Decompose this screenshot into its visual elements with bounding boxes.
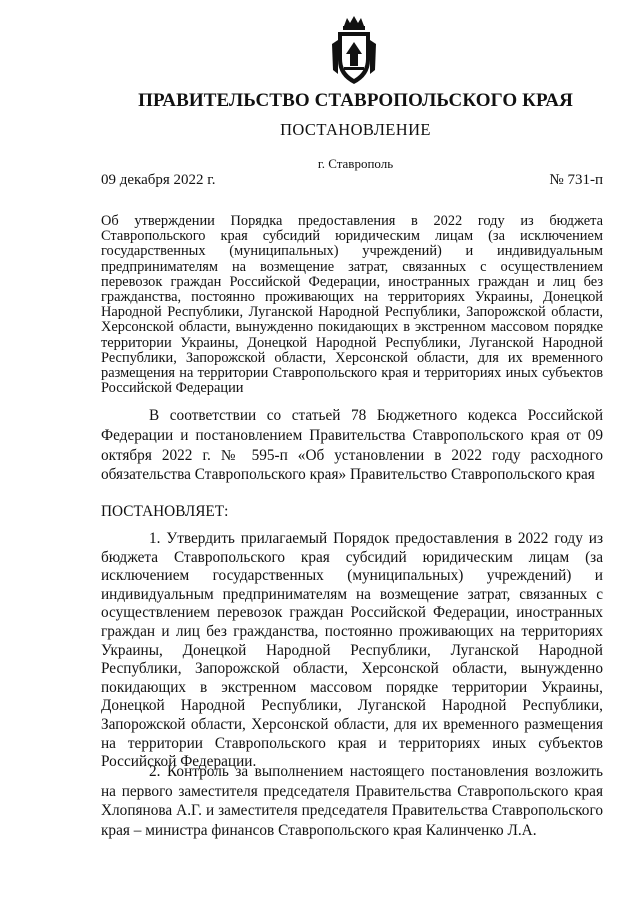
resolution-item-1: 1. Утвердить прилагаемый Порядок предоставления в 2022 году из бюджета Ставропольского края субсидий юридическим лицам (за исключением государственных (муниципальных) учреждений) и индивидуальным предпринимателям на возмещение затрат, связанных с осуществлением перевозок граждан Российской Федерации, иностранных граждан и лиц без гражданства, постоянно проживающих на территориях Украины, Донецкой Народной Республики, Луганской Народной Республики, Запорожской области, Херсонской области, вынужденно покидающих в экстренном массовом порядке территории Украины, Донецкой Народной Республики, Луганской Народной Республики, Запорожской области, Херсонской области, для их временного размещения на территории Ставропольского края и территориях иных субъектов Российской Федерации.	[101, 530, 603, 771]
document-date: 09 декабря 2022 г.	[101, 172, 216, 188]
resolves-label: ПОСТАНОВЛЯЕТ:	[101, 503, 229, 520]
stavropol-coat-of-arms-icon	[330, 14, 378, 88]
resolution-item-2: 2. Контроль за выполнением настоящего постановления возложить на первого заместителя председателя Правительства Ставропольского края Хлопянова А.Г. и заместителя председателя Правительства Ставропольского края – министра финансов Ставропольского края Калинченко Л.А.	[101, 763, 603, 839]
preamble-paragraph: В соответствии со статьей 78 Бюджетного кодекса Российской Федерации и постановлением Правительства Ставропольского края от 09 октября 2022 г. № 595-п «Об установлении в 2022 году расходного обязательства Ставропольского края» Правительство Ставропольского края	[101, 407, 603, 484]
government-title: ПРАВИТЕЛЬСТВО СТАВРОПОЛЬСКОГО КРАЯ	[138, 90, 573, 111]
document-subject: Об утверждении Порядка предоставления в 2022 году из бюджета Ставропольского края субсидий юридическим лицам (за исключением государственных (муниципальных) учреждений) и индивидуальным предпринимателям на возмещение затрат, связанных с осуществлением перевозок граждан Российской Федерации, иностранных граждан и лиц без гражданства, постоянно проживающих на территориях Украины, Донецкой Народной Республики, Луганской Народной Республики, Запорожской области, Херсонской области, вынужденно покидающих в экстренном массовом порядке территории Украины, Донецкой Народной Республики, Луганской Народной Республики, Запорожской области, Херсонской области, для их временного размещения на территории Ставропольского края и территориях иных субъектов Российской Федерации	[101, 213, 603, 397]
city-label: г. Ставрополь	[317, 156, 394, 171]
document-number: № 731-п	[549, 172, 603, 188]
document-type: ПОСТАНОВЛЕНИЕ	[280, 120, 431, 139]
